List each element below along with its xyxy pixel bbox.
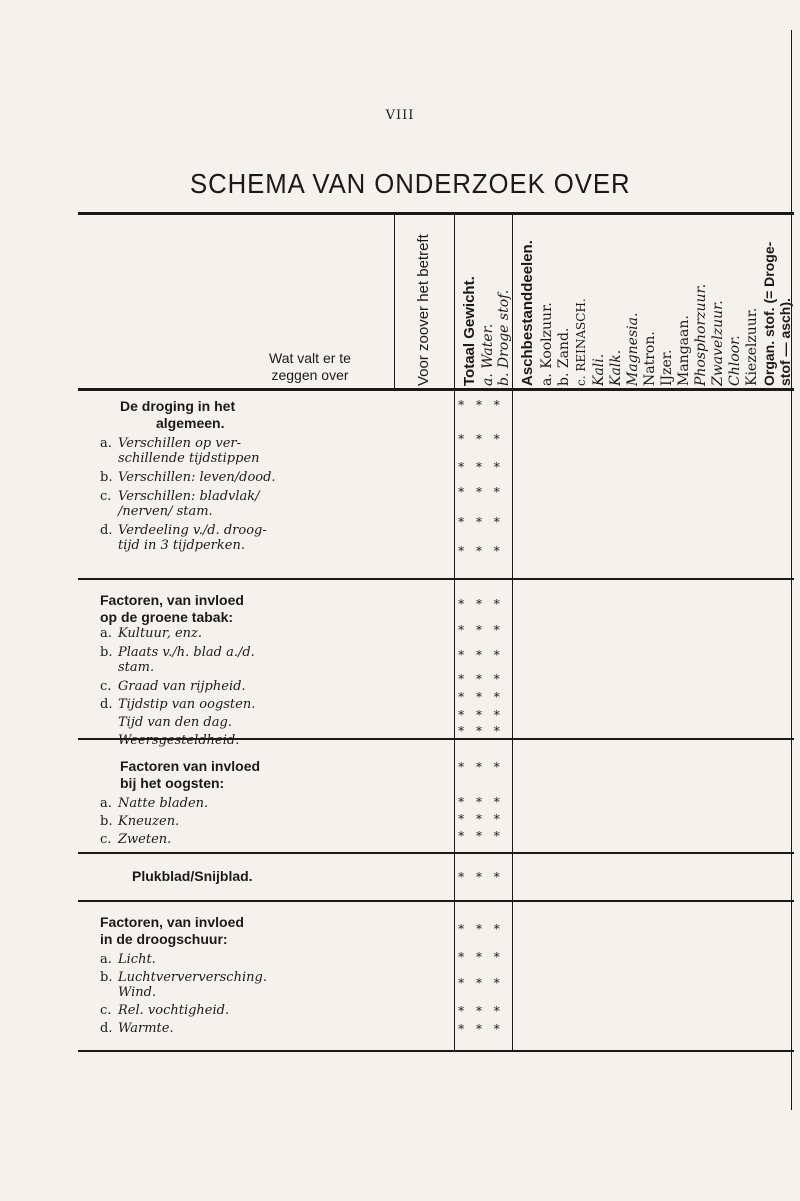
header-ash-components: Aschbestanddeelen. [519,240,536,386]
section-rule [78,900,794,902]
stars: * * * [458,544,504,558]
header-total-weight: Totaal Gewicht. [461,276,478,386]
list-item: Weersgesteldheid. [118,733,240,748]
list-item: d. Warmte. [100,1021,174,1036]
section-rule [78,578,794,580]
section-title-line: Factoren, van invloed [100,592,244,608]
stars: * * * [458,398,504,412]
list-item: c. Verschillen: bladvlak/ /nerven/ stam. [100,489,260,519]
header-ash-item: Mangaan. [676,315,692,386]
list-item: a. Natte bladen. [100,796,209,811]
header-ash-item: stof — asch). [777,298,793,386]
list-item: d. Tijdstip van oogsten. [100,697,256,712]
header-top-rule [78,212,794,215]
stars: * * * [458,672,504,686]
stars: * * * [458,950,504,964]
list-item: c. Zweten. [100,832,172,847]
list-item: Tijd van den dag. [118,715,232,730]
stars: * * * [458,760,504,774]
header-bottom-rule [78,388,794,391]
header-ash-item: Zwavelzuur. [710,300,726,386]
header-dry-matter: b. Droge stof. [496,289,512,386]
section-drying-general [80,398,450,553]
list-item: c. Rel. vochtigheid. [100,1003,230,1018]
section-title-line: Plukblad/Snijblad. [132,868,253,884]
section-drying-barn-factors [80,914,450,1036]
stars: * * * [458,485,504,499]
header-subject-column [250,350,370,384]
list-item: d. Verdeeling v./d. droog- tijd in 3 tijdperken. [100,523,267,553]
list-item: c. Graad van rijpheid. [100,679,246,694]
stars: * * * [458,795,504,809]
section-title-line: Factoren van invloed [120,758,261,774]
header-ash-item: Kalk. [608,349,624,386]
list-item: a. Verschillen op ver- schillende tijdstippen [100,436,260,466]
header-ash-item: Kali. [591,353,607,386]
list-item: a. Licht. [100,952,156,967]
list-item: b. Plaats v./h. blad a./d. stam. [100,645,255,675]
header-water: a. Water. [480,323,496,386]
stars: * * * [458,724,504,738]
section-pluck-cut-leaf [80,868,450,884]
page-number: VIII [385,108,415,123]
stars: * * * [458,1022,504,1036]
section-title-line: in de droogschuur: [100,931,228,947]
header-subject-line-1: Wat valt er te [269,350,351,366]
section-rule [78,852,794,854]
section-green-tobacco-factors [80,592,450,748]
stars: * * * [458,515,504,529]
header-ash-item: Chloor. [727,335,743,386]
list-item: a. Kultuur, enz. [100,626,203,641]
stars: * * * [458,460,504,474]
section-title-line: op de groene tabak: [100,609,234,625]
stars: * * * [458,708,504,722]
section-harvest-factors [80,758,450,847]
header-ash-item: Phosphorzuur. [693,283,709,386]
header-subject-line-2: zeggen over [271,367,349,383]
stars: * * * [458,623,504,637]
list-item: b. Verschillen: leven/dood. [100,470,276,485]
stars: * * * [458,690,504,704]
section-rule [78,1050,794,1052]
section-title-line: Factoren, van invloed [100,914,244,930]
header-ash-item: Magnesia. [625,312,641,386]
stars: * * * [458,829,504,843]
header-ash-item: Kiezelzuur. [744,307,760,386]
section-title-line: De droging in het [120,398,236,414]
header-ash-item: a. Koolzuur. [539,302,555,386]
stars: * * * [458,870,504,884]
stars: * * * [458,812,504,826]
stars: * * * [458,976,504,990]
stars: * * * [458,922,504,936]
header-divider-2 [454,214,455,390]
header-divider-1 [394,214,395,390]
list-item: b. Kneuzen. [100,814,180,829]
header-ash-item: c. REINASCH. [574,298,588,386]
right-edge-line [791,30,792,1110]
header-ash-item: Organ. stof. (= Droge- [761,241,777,386]
stars: * * * [458,1004,504,1018]
page-title: SCHEMA VAN ONDERZOEK OVER [190,168,631,199]
stars: * * * [458,648,504,662]
stars: * * * [458,432,504,446]
header-concerning: Voor zoover het betreft [415,234,432,386]
section-title-line: algemeen. [156,415,225,431]
header-ash-item: b. Zand. [556,327,572,386]
stars: * * * [458,597,504,611]
header-ash-item: IJzer. [659,349,675,386]
header-divider-3 [512,214,513,390]
header-ash-item: Natron. [642,331,658,386]
list-item: b. Luchtververversching. Wind. [100,970,267,1000]
section-title-line: bij het oogsten: [120,775,225,791]
